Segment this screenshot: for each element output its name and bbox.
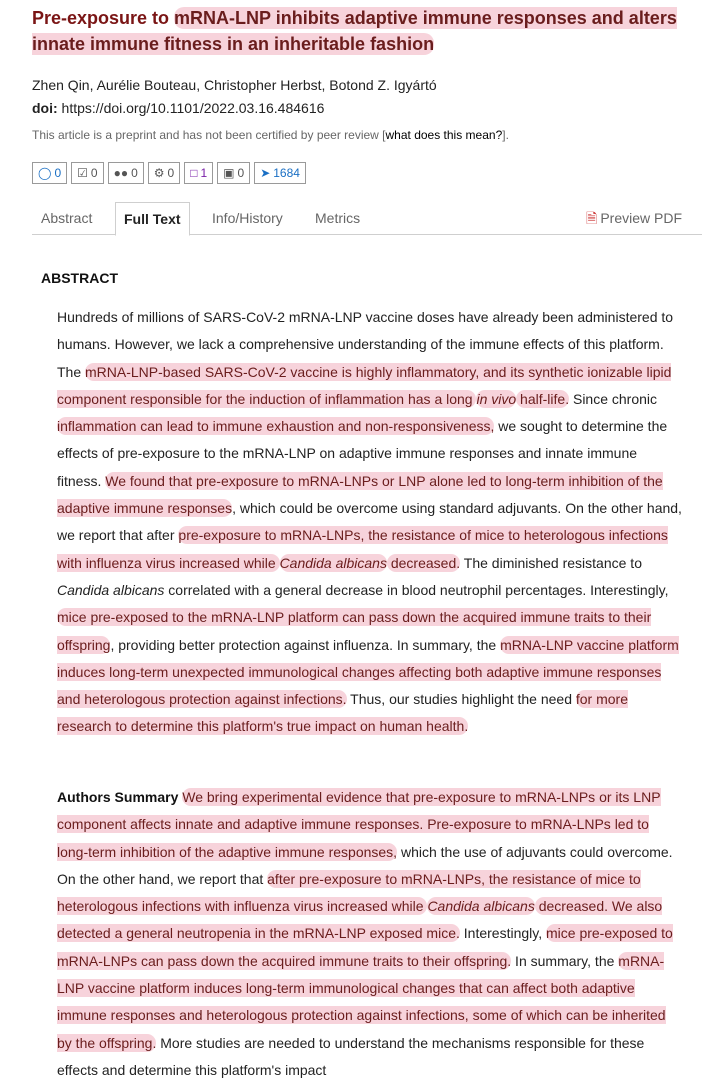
- twitter-count: 1684: [273, 166, 300, 180]
- highlighted-text: after pre-exposure to mRNA-LNPs, the resistance of mice to heterologous infections with influenza virus increased while: [57, 870, 641, 915]
- text-segment: , providing better protection against influenza. In summary, the: [110, 636, 501, 653]
- text-segment: which the use of adjuvants could overcome. On the other hand, we report that: [57, 843, 673, 887]
- comment-icon: ◯: [38, 166, 52, 180]
- preprint-note: [32, 128, 509, 142]
- tab-info-history[interactable]: Info/History: [212, 210, 283, 226]
- text-segment: Hundreds of millions of SARS-CoV-2 mRNA-LNP vaccine doses have already been administered to humans. However, we lack a comprehensive understanding of the immune effects of this platform. The: [57, 309, 674, 380]
- text-segment: Since chronic: [569, 390, 658, 407]
- text-segment: , which could be overcome using standard adjuvants. On the other hand, we report that after: [57, 500, 682, 544]
- film-icon: ▣: [223, 166, 235, 180]
- doi-link[interactable]: https://doi.org/10.1101/2022.03.16.484616: [61, 100, 325, 116]
- author-list: Zhen Qin, Aurélie Bouteau, Christopher Herbst, Botond Z. Igyártó: [32, 77, 437, 93]
- text-segment: More studies are needed to understand the mechanisms responsible for these effects and determine this platform's impact: [57, 1034, 645, 1078]
- article-tabs: [32, 202, 702, 235]
- community-count: 0: [131, 166, 138, 180]
- highlighted-text: pre-exposure to mRNA-LNPs, the resistance of mice to heterologous infections with influenza virus increased while: [57, 527, 668, 571]
- highlighted-text: mRNA-LNP-based SARS-CoV-2 vaccine is highly inflammatory, and its synthetic ionizable lipid component responsible for the induction of inflammation has a long: [57, 363, 672, 407]
- media-count: 1: [200, 166, 208, 180]
- text-segment: correlated with a general decrease in blood neutrophil percentages. Interestingly,: [164, 581, 669, 598]
- share-metric[interactable]: [148, 162, 180, 184]
- preprint-note-close: ].: [502, 128, 509, 142]
- video-metric[interactable]: [217, 162, 250, 184]
- reviews-metric[interactable]: [71, 162, 103, 184]
- highlighted-text: Candida albicans: [279, 554, 387, 571]
- highlighted-text: half-life.: [516, 390, 570, 407]
- highlighted-text: mRNA-LNP vaccine platform induces long-term immunological changes that can affect both adaptive immune responses and heterologous protection against infections, some of which can be inherited by the offspring.: [57, 952, 666, 1051]
- highlighted-text: We found that pre-exposure to mRNA-LNPs or LNP alone led to long-term inhibition of the adaptive immune responses: [57, 472, 663, 517]
- preview-pdf-label: Preview PDF: [600, 210, 682, 226]
- twitter-metric[interactable]: [254, 162, 306, 184]
- comments-count: 0: [54, 166, 62, 180]
- tab-full-text[interactable]: Full Text: [115, 202, 190, 236]
- pdf-file-icon: 🗎: [586, 210, 598, 226]
- text-segment: In summary, the: [511, 952, 619, 969]
- highlighted-text: in vivo: [476, 390, 517, 407]
- highlighted-text: decreased. We also detected a general neutropenia in the mRNA-LNP exposed mice.: [57, 898, 663, 942]
- text-segment: Candida albicans: [57, 581, 165, 598]
- title-highlight: mRNA-LNP inhibits adaptive immune responses and alters innate immune fitness in an inheritable fashion: [32, 8, 677, 54]
- video-count: 0: [237, 166, 245, 180]
- community-metric[interactable]: [108, 162, 144, 184]
- authors-summary-paragraph: [57, 784, 682, 1084]
- highlighted-text: Candida albicans: [427, 898, 535, 915]
- checklist-icon: ☑: [77, 166, 88, 180]
- doi-label: doi:: [32, 100, 58, 116]
- abstract-heading: ABSTRACT: [41, 270, 118, 286]
- preview-pdf-link[interactable]: [586, 202, 682, 234]
- highlighted-text: mice pre-exposed to the mRNA-LNP platform can pass down the acquired immune traits to their offspring: [57, 609, 652, 653]
- abstract-paragraph: [57, 304, 682, 741]
- tab-metrics[interactable]: Metrics: [315, 210, 361, 226]
- highlighted-text: We bring experimental evidence that pre-exposure to mRNA-LNPs or its LNP component affects innate and adaptive immune responses. Pre-exposure to mRNA-LNPs led to long-term inhibition of the adaptive immune responses,: [57, 789, 661, 860]
- highlighted-text: for more research to determine this platform's true impact on human health.: [57, 691, 628, 735]
- article-title: [32, 5, 692, 57]
- what-does-this-mean-link[interactable]: what does this mean?: [385, 128, 503, 142]
- metrics-bar: [32, 162, 306, 184]
- text-segment: Interestingly,: [459, 925, 546, 942]
- share-icon: ⚙: [153, 166, 165, 180]
- twitter-icon: ➤: [260, 166, 271, 180]
- highlighted-text: mRNA-LNP vaccine platform induces long-term unexpected immunological changes affecting both adaptive immune responses and heterologous protection against infections.: [57, 636, 679, 708]
- text-segment: The diminished resistance to: [460, 554, 642, 571]
- media-metric[interactable]: [184, 162, 213, 184]
- highlighted-text: decreased.: [386, 554, 461, 571]
- summary-heading: Authors Summary: [57, 789, 179, 805]
- users-icon: ●●: [113, 166, 129, 180]
- highlighted-text: inflammation can lead to immune exhaustion and non-responsiveness,: [57, 418, 495, 435]
- tab-abstract[interactable]: Abstract: [41, 210, 93, 226]
- reviews-count: 0: [90, 166, 98, 180]
- highlighted-text: mice pre-exposed to mRNA-LNPs can pass down the acquired immune traits to their offspring.: [57, 925, 673, 969]
- doi-line: [32, 100, 324, 116]
- comments-metric[interactable]: [32, 162, 67, 184]
- monitor-icon: □: [190, 166, 198, 180]
- preprint-note-text: This article is a preprint and has not been certified by peer review [: [32, 128, 386, 142]
- share-count: 0: [167, 166, 175, 180]
- text-segment: Thus, our studies highlight the need: [346, 691, 576, 708]
- title-part-plain: Pre-exposure to: [32, 8, 175, 28]
- text-segment: we sought to determine the effects of pre-exposure to the mRNA-LNP on adaptive immune responses and innate immune fitness.: [57, 418, 668, 489]
